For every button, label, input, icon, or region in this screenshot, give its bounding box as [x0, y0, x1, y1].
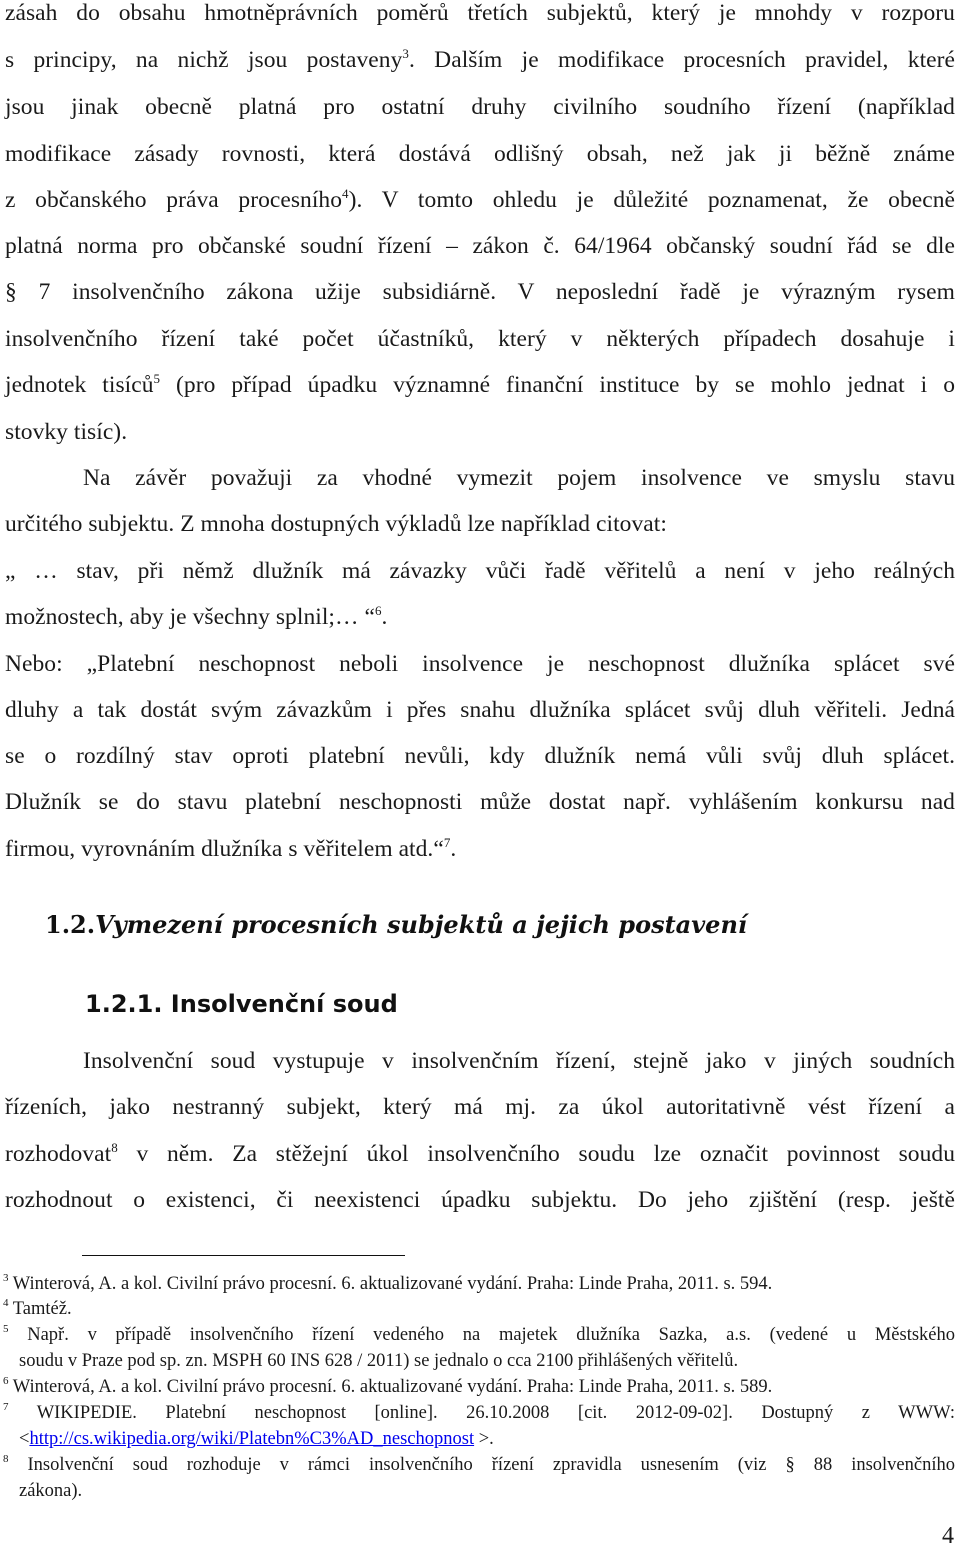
wikipedia-link[interactable]: http://cs.wikipedia.org/wiki/Platebn%C3%AD_neschopnost	[29, 1429, 475, 1449]
body-line: z občanského práva procesního$^4$). V tomto ohledu je důležité poznamenat, že obecně	[5, 186, 955, 213]
quote-line: firmou, vyrovnáním dlužníka s věřitelem atd.“$^7$.	[5, 835, 457, 862]
body-line: § 7 insolvenčního zákona užije subsidiárně. V neposlední řadě je výrazným rysem	[5, 279, 955, 305]
body-line: určitého subjektu. Z mnoha dostupných výkladů lze například citovat:	[5, 511, 667, 537]
section-title: Vymezení procesních subjektů a jejich postavení	[95, 910, 748, 939]
footnote-number: 4	[3, 1297, 9, 1309]
section-number: 1.2.	[45, 910, 96, 939]
body-line: jednotek tisíců$^5$ (pro případ úpadku významné finanční instituce by se mohlo jednat i o	[5, 371, 955, 398]
body-line: platná norma pro občanské soudní řízení – zákon č. 64/1964 občanský soudní řád se dle	[5, 233, 955, 259]
quote-line: se o rozdílný stav oproti platební nevůli, kdy dlužník nemá vůli svůj dluh splácet.	[5, 743, 955, 769]
body-line: s principy, na nichž jsou postaveny$^3$. Dalším je modifikace procesních pravidel, které	[5, 46, 956, 73]
quote-line: Nebo: „Platební neschopnost neboli insolvence je neschopnost dlužníka splácet své	[5, 651, 955, 677]
footnote-7-continued: <http://cs.wikipedia.org/wiki/Platebn%C3%AD_neschopnost >.	[19, 1429, 494, 1449]
footnote-7: $^7$ WIKIPEDIE. Platební neschopnost [online]. 26.10.2008 [cit. 2012-09-02]. Dostupný z WWW:	[3, 1401, 955, 1423]
footnote-ref[interactable]: 6	[374, 603, 382, 618]
section-heading	[45, 905, 747, 945]
footnote-8-continued: zákona).	[19, 1481, 83, 1501]
footnote-ref[interactable]: 4	[342, 186, 349, 201]
footnote-number: 3	[3, 1272, 9, 1284]
footnote-number: 8	[3, 1453, 9, 1465]
body-line: zásah do obsahu hmotněprávních poměrů třetích subjektů, který je mnohdy v rozporu	[5, 0, 955, 26]
body-line: řízeních, jako nestranný subjekt, který má mj. za úkol autoritativně vést řízení a	[5, 1094, 955, 1120]
body-line: modifikace zásady rovnosti, která dostává odlišný obsah, než jak ji běžně známe	[5, 141, 955, 167]
footnote-3: $^3$ Winterová, A. a kol. Civilní právo procesní. 6. aktualizované vydání. Praha: Linde Praha, 2011. s. 594.	[3, 1272, 773, 1294]
footnote-ref[interactable]: 8	[111, 1140, 118, 1155]
footnote-number: 6	[3, 1375, 9, 1387]
footnote-ref[interactable]: 7	[443, 835, 451, 850]
footnote-5: $^5$ Např. v případě insolvenčního řízení vedeného na majetek dlužníka Sazka, a.s. (vedené u Městského	[3, 1323, 955, 1345]
footnote-6: $^6$ Winterová, A. a kol. Civilní právo procesní. 6. aktualizované vydání. Praha: Linde Praha, 2011. s. 589.	[3, 1375, 773, 1397]
footnote-ref[interactable]: 3	[402, 46, 409, 61]
quote-line: dluhy a tak dostát svým závazkům i přes snahu dlužníka splácet svůj dluh věřiteli. Jedná	[5, 697, 955, 723]
quote-line: „ … stav, při němž dlužník má závazky vůči řadě věřitelů a není v jeho reálných	[5, 558, 955, 584]
quote-line: Dlužník se do stavu platební neschopnosti může dostat např. vyhlášením konkursu nad	[5, 789, 955, 815]
footnote-number: 5	[3, 1323, 9, 1335]
footnote-8: $^8$ Insolvenční soud rozhoduje v rámci insolvenčního řízení zpravidla usnesením (viz § 88 insolvenčního	[3, 1453, 955, 1475]
footnote-number: 7	[3, 1401, 9, 1413]
body-line: rozhodovat$^8$ v něm. Za stěžejní úkol insolvenčního soudu lze označit povinnost soudu	[5, 1140, 955, 1167]
page-number: 4	[942, 1523, 954, 1549]
footnote-separator	[82, 1255, 405, 1256]
footnote-ref[interactable]: 5	[153, 371, 161, 386]
body-line: rozhodnout o existenci, či neexistenci úpadku subjektu. Do jeho zjištění (resp. ještě	[5, 1187, 955, 1213]
subsection-heading: 1.2.1. Insolvenční soud	[85, 990, 398, 1018]
footnote-5-continued: soudu v Praze pod sp. zn. MSPH 60 INS 628 / 2011) se jednalo o cca 2100 přihlášených věřitelů.	[19, 1351, 739, 1371]
footnote-4: $^4$ Tamtéž.	[3, 1297, 72, 1319]
quote-line: možnostech, aby je všechny splnil;… “$^6$.	[5, 603, 388, 630]
body-line: insolvenčního řízení také počet účastníků, který v některých případech dosahuje i	[5, 326, 955, 352]
body-line: Na závěr považuji za vhodné vymezit pojem insolvence ve smyslu stavu	[83, 465, 955, 491]
body-line: jsou jinak obecně platná pro ostatní druhy civilního soudního řízení (například	[5, 94, 955, 120]
body-line: stovky tisíc).	[5, 419, 128, 445]
body-line: Insolvenční soud vystupuje v insolvenčním řízení, stejně jako v jiných soudních	[83, 1048, 955, 1074]
